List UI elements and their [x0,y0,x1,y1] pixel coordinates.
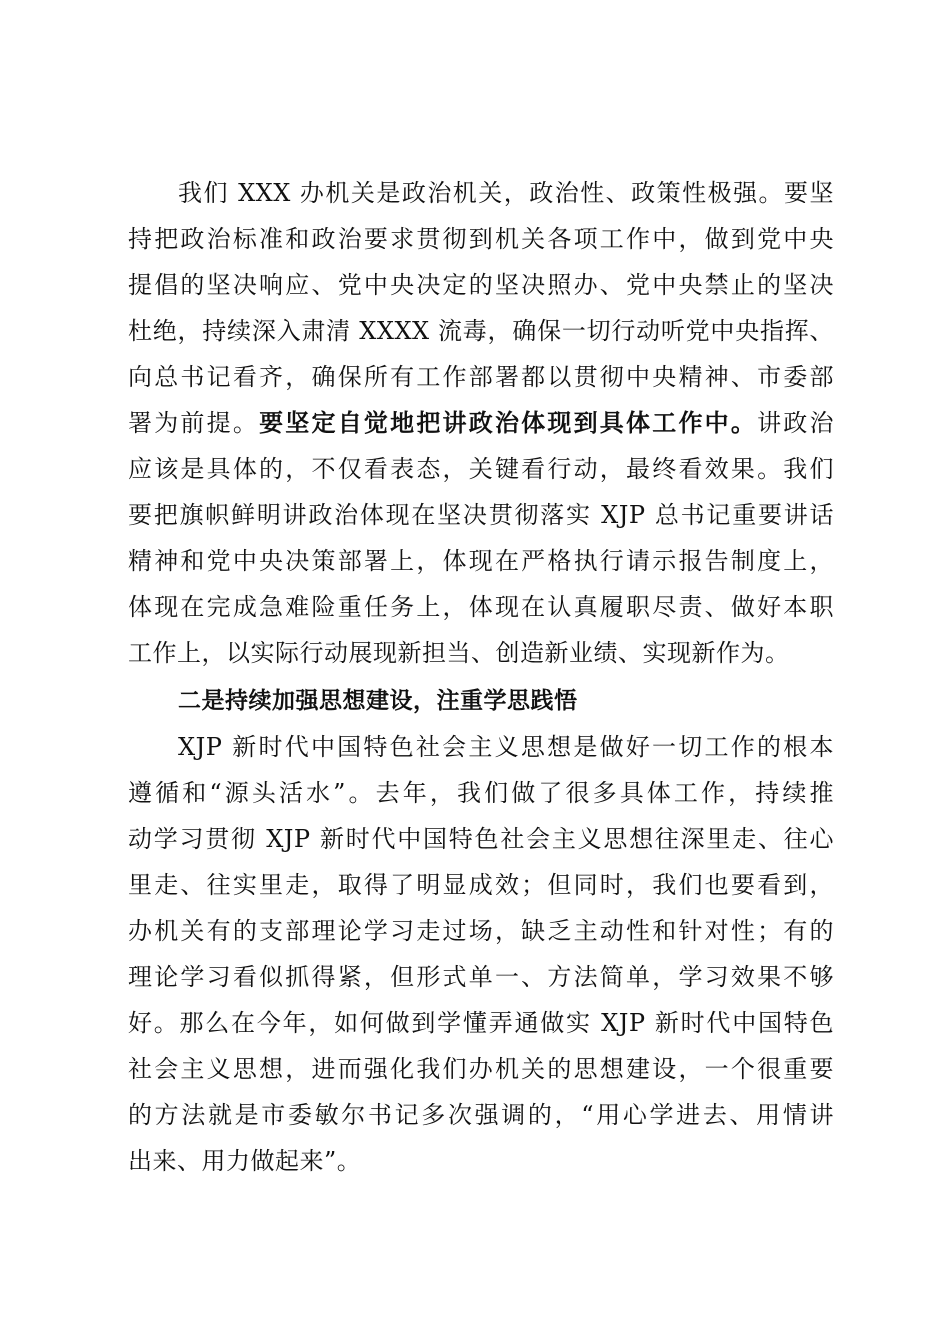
paragraph-1-line-6 [128,400,834,446]
emphasis-sentence: 要坚定自觉地把讲政治体现到具体工作中。 [259,409,758,437]
paragraph-1-line-11: 工作上，以实际行动展现新担当、创造新业绩、实现新作为。 [128,639,790,667]
paragraph-2-line-5: 办机关有的支部理论学习走过场，缺乏主动性和针对性；有的 [128,917,834,945]
document-body [128,170,834,1184]
paragraph-2-line-2: 遵循和“源头活水”。去年，我们做了很多具体工作，持续推 [128,779,834,807]
paragraph-2-line-8: 社会主义思想，进而强化我们办机关的思想建设，一个很重要 [128,1055,834,1083]
paragraph-1-line-9: 精神和党中央决策部署上，体现在严格执行请示报告制度上， [128,547,834,575]
paragraph-1-line-5: 向总书记看齐，确保所有工作部署都以贯彻中央精神、市委部 [128,363,834,391]
section-heading: 二是持续加强思想建设，注重学思践悟 [178,688,578,714]
paragraph-2-line-4: 里走、往实里走，取得了明显成效；但同时，我们也要看到， [128,871,834,899]
paragraph-2-line-6: 理论学习看似抓得紧，但形式单一、方法简单，学习效果不够 [128,963,834,991]
paragraph-2-line-9: 的方法就是市委敏尔书记多次强调的，“用心学进去、用情讲 [128,1101,834,1129]
paragraph-1-line-3: 提倡的坚决响应、党中央决定的坚决照办、党中央禁止的坚决 [128,271,834,299]
paragraph-2-line-7: 好。那么在今年，如何做到学懂弄通做实 XJP 新时代中国特色 [128,1009,834,1037]
paragraph-2-line-1: XJP 新时代中国特色社会主义思想是做好一切工作的根本 [178,733,834,761]
paragraph-1-line-10: 体现在完成急难险重任务上，体现在认真履职尽责、做好本职 [128,593,834,621]
paragraph-1-line-2: 持把政治标准和政治要求贯彻到机关各项工作中，做到党中央 [128,225,834,253]
paragraph-1-line-8: 要把旗帜鲜明讲政治体现在坚决贯彻落实 XJP 总书记重要讲话 [128,501,834,529]
paragraph-2-line-10: 出来、用力做起来”。 [128,1147,362,1175]
paragraph-1-line-4: 杜绝，持续深入肃清 XXXX 流毒，确保一切行动听党中央指挥、 [128,317,834,345]
paragraph-1-line-1: 我们 XXX 办机关是政治机关，政治性、政策性极强。要坚 [178,179,834,207]
paragraph-1-line-6-end: 讲政治 [757,409,834,437]
paragraph-1-line-6-start: 署为前提。 [128,409,260,437]
paragraph-2-line-3: 动学习贯彻 XJP 新时代中国特色社会主义思想往深里走、往心 [128,825,834,853]
paragraph-1-line-7: 应该是具体的，不仅看表态，关键看行动，最终看效果。我们 [128,455,834,483]
